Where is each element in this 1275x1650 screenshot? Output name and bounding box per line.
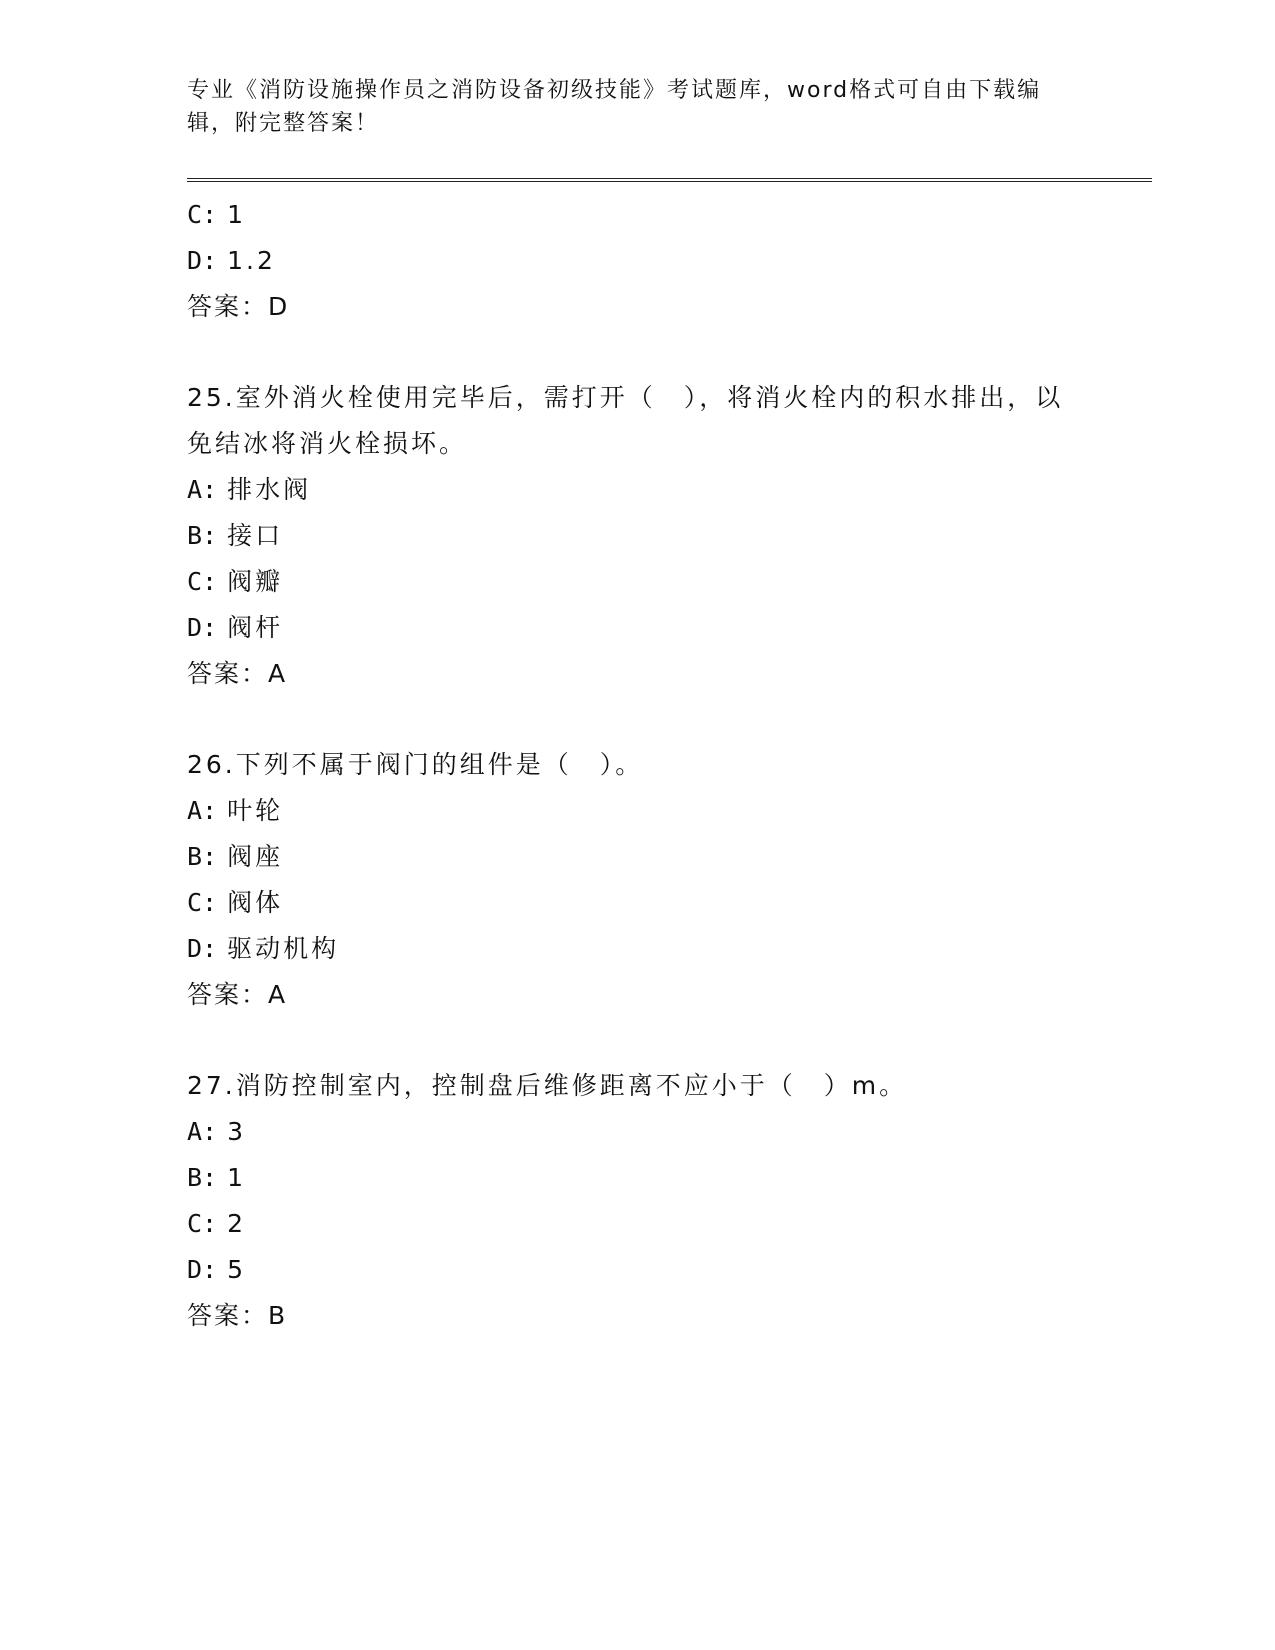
option-b (187, 513, 1087, 559)
answer-line: 答案：D (187, 292, 290, 321)
option-letter: B: (187, 1163, 218, 1192)
question-stem: 26.下列不属于阀门的组件是（ ）。 (187, 750, 644, 779)
question-26 (187, 742, 1087, 1018)
option-letter: C: (187, 567, 218, 596)
option-d (187, 238, 1087, 284)
answer-line: 答案：A (187, 659, 288, 688)
option-text: 阀座 (227, 842, 284, 871)
option-text: 2 (227, 1209, 247, 1238)
option-d (187, 605, 1087, 651)
option-text: 排水阀 (227, 475, 312, 504)
option-text: 阀杆 (227, 613, 284, 642)
option-text: 接口 (227, 521, 284, 550)
option-text: 驱动机构 (227, 934, 340, 963)
option-letter: A: (187, 796, 218, 825)
option-c (187, 559, 1087, 605)
option-text: 1 (227, 1163, 247, 1192)
option-b (187, 1155, 1087, 1201)
option-d (187, 926, 1087, 972)
option-text: 阀体 (227, 888, 284, 917)
option-d (187, 1247, 1087, 1293)
option-letter: D: (187, 934, 218, 963)
option-letter: B: (187, 521, 218, 550)
option-text: 5 (227, 1255, 247, 1284)
option-text: 阀瓣 (227, 567, 284, 596)
question-27 (187, 1063, 1087, 1339)
option-letter: A: (187, 475, 218, 504)
page-header: 专业《消防设施操作员之消防设备初级技能》考试题库，word格式可自由下载编辑，附完整答案！ (187, 78, 1042, 136)
option-a (187, 467, 1087, 513)
previous-question-tail (187, 192, 1087, 330)
question-25 (187, 375, 1087, 697)
option-letter: B: (187, 842, 218, 871)
answer-line: 答案：B (187, 1301, 288, 1330)
option-b (187, 834, 1087, 880)
option-a (187, 1109, 1087, 1155)
document-body (187, 192, 1087, 1339)
header-divider (187, 178, 1152, 182)
option-letter: C: (187, 1209, 218, 1238)
answer-line: 答案：A (187, 980, 288, 1009)
option-text: 3 (227, 1117, 247, 1146)
option-text: 叶轮 (227, 796, 284, 825)
option-c (187, 1201, 1087, 1247)
option-letter: D: (187, 613, 218, 642)
option-a (187, 788, 1087, 834)
option-text: 1 (227, 200, 247, 229)
question-stem: 27.消防控制室内，控制盘后维修距离不应小于（ ）m。 (187, 1071, 908, 1100)
option-c (187, 192, 1087, 238)
option-letter: C: (187, 888, 218, 917)
option-letter: D: (187, 246, 218, 275)
option-c (187, 880, 1087, 926)
option-letter: D: (187, 1255, 218, 1284)
question-stem: 25.室外消火栓使用完毕后，需打开（ ），将消火栓内的积水排出，以免结冰将消火栓损坏。 (187, 383, 1064, 458)
option-letter: A: (187, 1117, 218, 1146)
option-text: 1.2 (227, 246, 276, 275)
option-letter: C: (187, 200, 218, 229)
